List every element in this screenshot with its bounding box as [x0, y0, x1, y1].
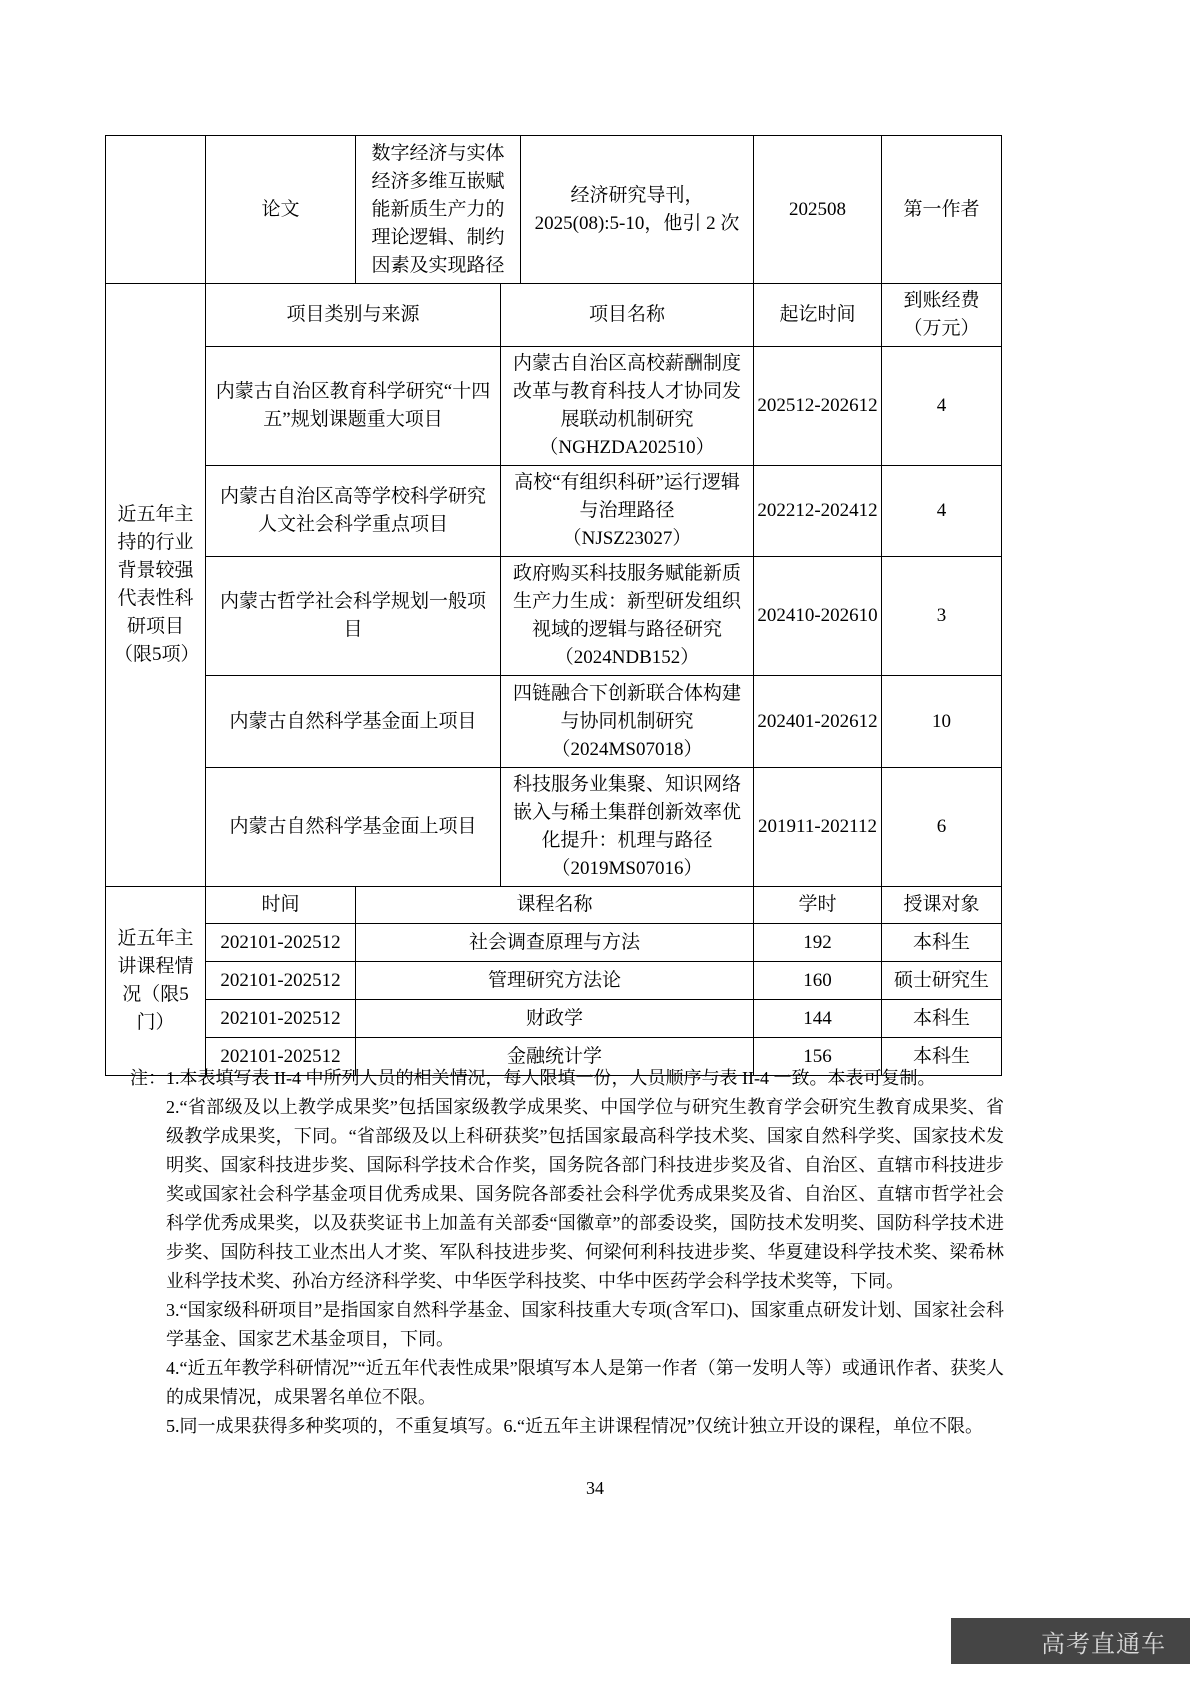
notes-items: [166, 1064, 1004, 1441]
note-item-4: 4.“近五年教学科研情况”“近五年代表性成果”限填写本人是第一作者（第一发明人等）或通讯作者、获奖人的成果情况，成果署名单位不限。: [166, 1358, 1004, 1407]
project-period-cell: 202410-202610: [754, 557, 882, 676]
course-hours-cell: 192: [754, 924, 882, 962]
course-audience-cell: 本科生: [882, 1000, 1002, 1038]
project-name-cell: [501, 347, 754, 466]
publication-row: [106, 136, 1002, 284]
project-row: [106, 347, 1002, 466]
projects-header-name: 项目名称: [501, 284, 754, 347]
projects-section-label: 近五年主持的行业背景较强代表性科研项目（限5项）: [106, 284, 206, 887]
course-hours-cell: 144: [754, 1000, 882, 1038]
funding-header-line2: （万元）: [903, 318, 980, 339]
project-category-cell: 内蒙古自然科学基金面上项目: [206, 768, 501, 887]
watermark-bar: [951, 1618, 1190, 1664]
courses-header-audience: 授课对象: [882, 887, 1002, 924]
project-name: 四链融合下创新联合体构建与协同机制研究: [513, 682, 742, 732]
project-category-cell: 内蒙古自治区教育科学研究“十四五”规划课题重大项目: [206, 347, 501, 466]
funding-header-line1: 到账经费: [903, 290, 980, 311]
project-code: （2024NDB152）: [554, 647, 700, 668]
project-name-cell: [501, 557, 754, 676]
course-row: [106, 924, 1002, 962]
project-name-cell: [501, 768, 754, 887]
project-name: 政府购买科技服务赋能新质生产力生成：新型研发组织视域的逻辑与路径研究: [513, 563, 742, 640]
section-label-empty-cell: [106, 136, 206, 284]
projects-header-funding: [882, 284, 1002, 347]
project-row: [106, 557, 1002, 676]
course-row: [106, 1000, 1002, 1038]
course-time-cell: 202101-202512: [206, 924, 356, 962]
project-funding-cell: 10: [882, 676, 1002, 768]
note-item-1: 1.本表填写表 II-4 中所列人员的相关情况，每人限填一份，人员顺序与表 II-4 一致。本表可复制。: [166, 1068, 936, 1088]
courses-section-label: 近五年主讲课程情况（限5门）: [106, 887, 206, 1076]
project-name-cell: [501, 466, 754, 557]
project-period-cell: 202212-202412: [754, 466, 882, 557]
course-time-cell: 202101-202512: [206, 962, 356, 1000]
course-name-cell: 金融统计学: [356, 1038, 754, 1076]
project-row: [106, 768, 1002, 887]
project-name-cell: [501, 676, 754, 768]
notes-block: [130, 1064, 1004, 1441]
publication-title-cell: 数字经济与实体经济多维互嵌赋能新质生产力的理论逻辑、制约因素及实现路径: [356, 136, 521, 284]
courses-header-time: 时间: [206, 887, 356, 924]
courses-header-hours: 学时: [754, 887, 882, 924]
projects-header-row: [106, 284, 1002, 347]
project-category-cell: 内蒙古自然科学基金面上项目: [206, 676, 501, 768]
page-number: 34: [586, 1478, 604, 1498]
faculty-info-table: [105, 135, 1002, 1076]
project-row: [106, 676, 1002, 768]
project-code: （2024MS07018）: [551, 738, 703, 760]
course-audience-cell: 本科生: [882, 1038, 1002, 1076]
project-period-cell: 202512-202612: [754, 347, 882, 466]
project-category-cell: 内蒙古自治区高等学校科学研究人文社会科学重点项目: [206, 466, 501, 557]
note-item-2: 2.“省部级及以上教学成果奖”包括国家级教学成果奖、中国学位与研究生教育学会研究生教育成果奖、省级教学成果奖，下同。“省部级及以上科研获奖”包括国家最高科学技术奖、国家自然科学奖、国家技术发明奖、国家科技进步奖、国际科学技术合作奖，国务院各部门科技进步奖及省、自治区、直辖市科技进步奖或国家社会科学基金项目优秀成果、国务院各部委社会科学优秀成果奖及省、自治区、直辖市哲学社会科学优秀成果奖，以及获奖证书上加盖有关部委“国徽章”的部委设奖，国防技术发明奖、国防科学技术进步奖、国防科技工业杰出人才奖、军队科技进步奖、何梁何利科技进步奖、华夏建设科学技术奖、梁希林业科学技术奖、孙冶方经济科学奖、中华医学科技奖、中华中医药学会科学技术奖等，下同。: [166, 1097, 1004, 1291]
courses-header-row: [106, 887, 1002, 924]
publication-type-cell: 论文: [206, 136, 356, 284]
projects-header-period: 起讫时间: [754, 284, 882, 347]
project-funding-cell: 4: [882, 466, 1002, 557]
project-code: （NJSZ23027）: [562, 528, 692, 549]
course-name-cell: 管理研究方法论: [356, 962, 754, 1000]
course-name-cell: 社会调查原理与方法: [356, 924, 754, 962]
notes-label: 注：: [130, 1068, 166, 1088]
watermark-text: 高考直通车: [1041, 1630, 1166, 1658]
project-period-cell: 201911-202112: [754, 768, 882, 887]
projects-header-category: 项目类别与来源: [206, 284, 501, 347]
course-audience-cell: 硕士研究生: [882, 962, 1002, 1000]
course-row: [106, 962, 1002, 1000]
project-funding-cell: 4: [882, 347, 1002, 466]
project-name: 高校“有组织科研”运行逻辑与治理路径: [514, 472, 740, 521]
courses-header-name: 课程名称: [356, 887, 754, 924]
note-item-5: 5.同一成果获得多种奖项的，不重复填写。6.“近五年主讲课程情况”仅统计独立开设的课程，单位不限。: [166, 1416, 983, 1436]
publication-journal-cell: 经济研究导刊，2025(08):5-10，他引 2 次: [521, 136, 754, 284]
project-name: 内蒙古自治区高校薪酬制度改革与教育科技人才协同发展联动机制研究: [513, 353, 742, 430]
project-name: 科技服务业集聚、知识网络嵌入与稀土集群创新效率优化提升：机理与路径: [513, 774, 742, 851]
course-time-cell: 202101-202512: [206, 1000, 356, 1038]
project-period-cell: 202401-202612: [754, 676, 882, 768]
project-code: （2019MS07016）: [551, 858, 703, 879]
project-code: （NGHZDA202510）: [539, 437, 715, 458]
project-funding-cell: 6: [882, 768, 1002, 887]
project-row: [106, 466, 1002, 557]
note-item-3: 3.“国家级科研项目”是指国家自然科学基金、国家科技重大专项(含军口)、国家重点研发计划、国家社会科学基金、国家艺术基金项目，下同。: [166, 1300, 1004, 1349]
publication-role-cell: 第一作者: [882, 136, 1002, 284]
course-audience-cell: 本科生: [882, 924, 1002, 962]
course-name-cell: 财政学: [356, 1000, 754, 1038]
course-time-cell: 202101-202512: [206, 1038, 356, 1076]
project-category-cell: 内蒙古哲学社会科学规划一般项目: [206, 557, 501, 676]
course-hours-cell: 160: [754, 962, 882, 1000]
publication-date-cell: 202508: [754, 136, 882, 284]
course-hours-cell: 156: [754, 1038, 882, 1076]
project-funding-cell: 3: [882, 557, 1002, 676]
